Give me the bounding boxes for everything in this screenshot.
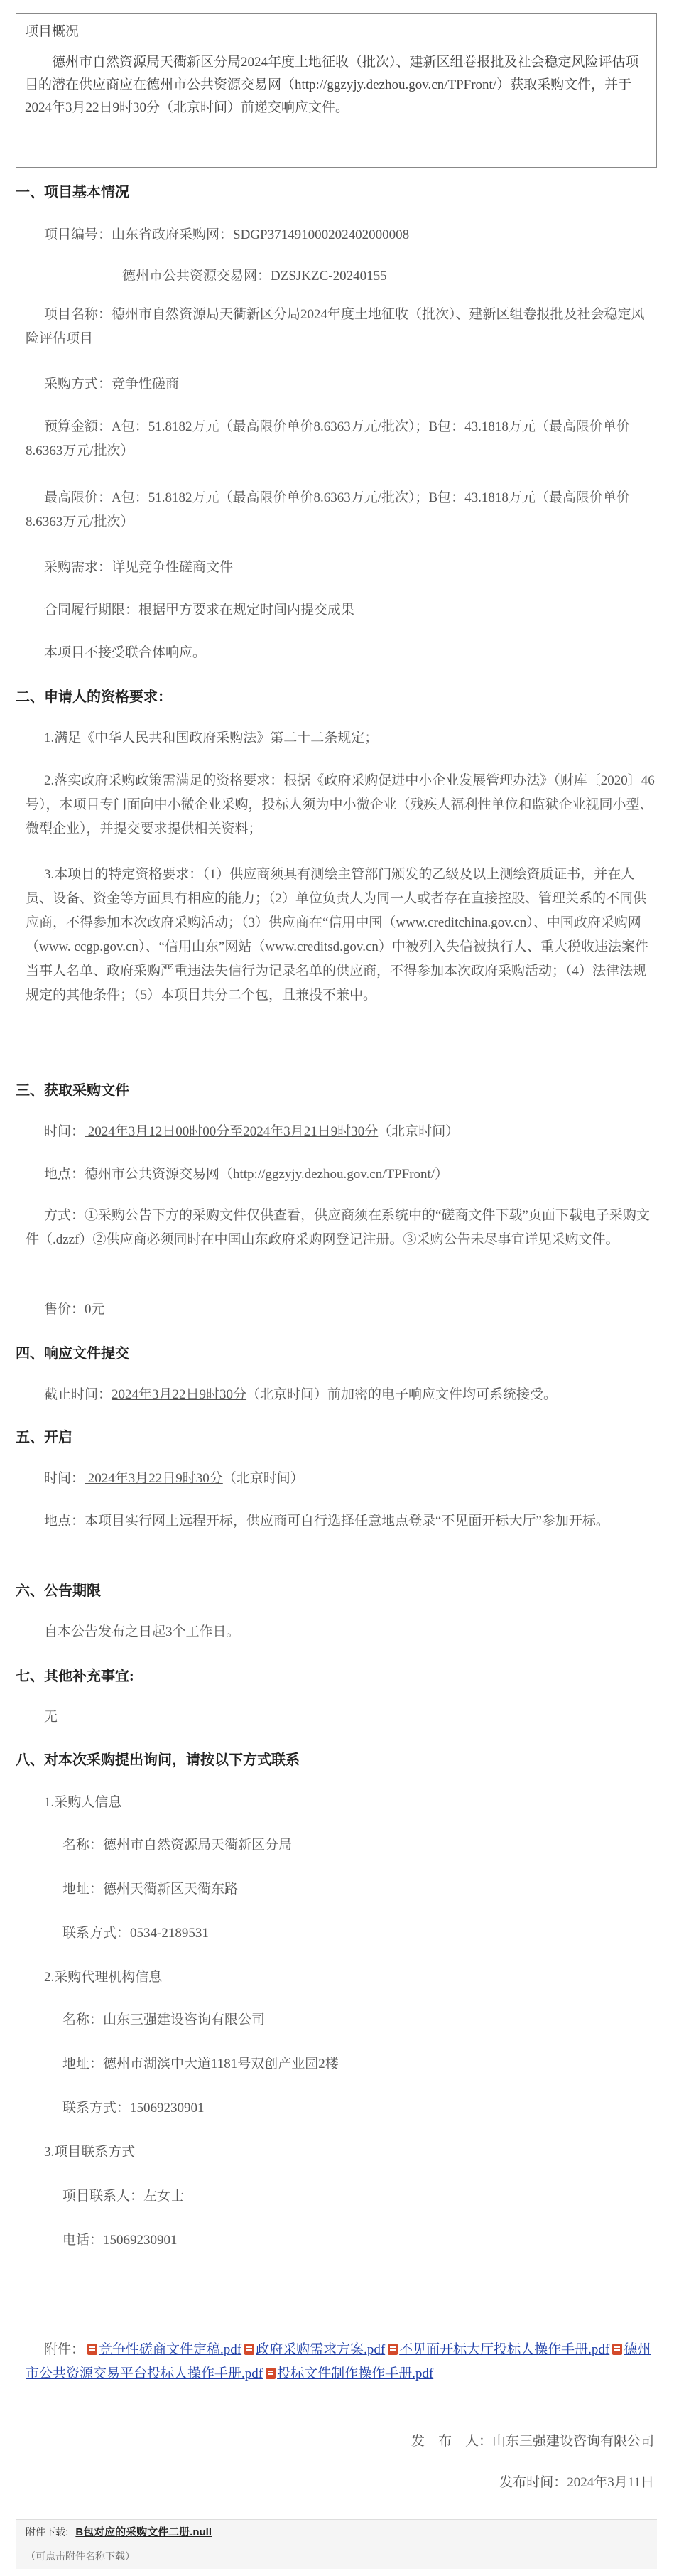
max-price: 最高限价：A包：51.8182万元（最高限价单价8.6363万元/批次）；B包：43.1818万元（最高限价单价8.6363万元/批次） <box>26 490 630 529</box>
acquire-time-label: 时间： <box>44 1124 85 1139</box>
project-name: 项目名称：德州市自然资源局天衢新区分局2024年度土地征收（批次）、建新区组卷报批及社会稳定风险评估项目 <box>26 307 645 346</box>
acquire-way: 方式：①采购公告下方的采购文件仅供查看，供应商须在系统中的“磋商文件下载”页面下载电子采购文件（.dzzf）②供应商必须同时在中国山东政府采购网登记注册。③采购公告未尽事宜详见采购文件。 <box>26 1208 650 1247</box>
acquire-time-value: 2024年3月12日00时00分至2024年3月21日9时30分 <box>85 1124 379 1139</box>
pdf-icon <box>87 2344 97 2355</box>
document-price: 售价：0元 <box>44 1302 105 1317</box>
acquire-place: 地点：德州市公共资源交易网（http://ggzyjy.dezhou.gov.cn/TPFront/） <box>44 1167 449 1182</box>
pdf-icon <box>244 2344 254 2355</box>
consortium-note: 本项目不接受联合体响应。 <box>44 645 207 660</box>
project-overview-box <box>16 13 657 168</box>
supplementary-matters: 无 <box>44 1710 58 1725</box>
buyer-address: 地址：德州天衢新区天衢东路 <box>62 1882 239 1897</box>
pdf-icon <box>266 2368 276 2379</box>
download-hint: （可点击附件名称下载） <box>26 2550 135 2562</box>
download-link[interactable]: B包对应的采购文件二册.null <box>75 2526 212 2538</box>
opening-time-value: 2024年3月22日9时30分 <box>85 1471 223 1486</box>
qualification-item-3: 3.本项目的特定资格要求：（1）供应商须具有测绘主管部门颁发的乙级及以上测绘资质证书，并在人员、设备、资金等方面具有相应的能力；（2）单位负责人为同一人或者存在直接控股、管理关系的不同供应商，不得参加本次政府采购活动；（3）供应商在“信用中国（www.creditchina.gov.cn）、中国政府采购网（www. ccgp.gov.cn）、“信用山东”网站（www.creditsd.gov.cn）中被列入失信被执行人、重大税收违法案件当事人名单、政府采购严重违法失信行为记录名单的供应商，不得参加本次政府采购活动；（4）法律法规规定的其他条件；（5）本项目共分二个包，且兼投不兼中。 <box>26 867 648 1003</box>
budget-amount: 预算金额：A包：51.8182万元（最高限价单价8.6363万元/批次）；B包：43.1818万元（最高限价单价8.6363万元/批次） <box>26 419 630 458</box>
attachments-row <box>26 2338 658 2386</box>
section-1-heading: 一、项目基本情况 <box>16 185 129 200</box>
overview-text: 德州市自然资源局天衢新区分局2024年度土地征收（批次）、建新区组卷报批及社会稳定风险评估项目的潜在供应商应在德州市公共资源交易网（http://ggzyjy.dezhou.gov.cn/TPFront/）获取采购文件，并于 2024年3月22日9时30分（北京时间）前递交响应文件。 <box>25 55 639 115</box>
opening-time <box>44 1467 655 1491</box>
deadline-suffix: （北京时间）前加密的电子响应文件均可系统接受。 <box>246 1387 558 1402</box>
section-7-heading: 七、其他补充事宜: <box>16 1669 134 1684</box>
pdf-icon <box>612 2344 622 2355</box>
opening-time-label: 时间： <box>44 1471 85 1486</box>
opening-place: 地点：本项目实行网上远程开标，供应商可自行选择任意地点登录“不见面开标大厅”参加开标。 <box>44 1514 609 1529</box>
buyer-name: 名称：德州市自然资源局天衢新区分局 <box>62 1838 293 1853</box>
agent-address: 地址：德州市湖滨中大道1181号双创产业园2楼 <box>62 2057 339 2071</box>
buyer-contact: 联系方式：0534-2189531 <box>62 1926 209 1941</box>
procurement-requirements: 采购需求：详见竞争性磋商文件 <box>44 560 234 575</box>
section-8-heading: 八、对本次采购提出询问，请按以下方式联系 <box>16 1752 300 1768</box>
opening-time-suffix: （北京时间） <box>222 1471 304 1486</box>
download-box <box>16 2519 657 2569</box>
section-4-heading: 四、响应文件提交 <box>16 1346 129 1362</box>
acquire-time-suffix: （北京时间） <box>378 1124 460 1139</box>
contract-period: 合同履行期限：根据甲方要求在规定时间内提交成果 <box>44 603 355 618</box>
project-number-2: 德州市公共资源交易网：DZSJKZC-20240155 <box>122 269 387 284</box>
attachment-link[interactable]: 政府采购需求方案.pdf <box>256 2342 386 2357</box>
deadline-value: 2024年3月22日9时30分 <box>112 1387 247 1402</box>
section-3-heading: 三、获取采购文件 <box>16 1083 129 1099</box>
overview-title: 项目概况 <box>25 24 80 39</box>
qualification-item-1: 1.满足《中华人民共和国政府采购法》第二十二条规定； <box>44 731 379 745</box>
section-2-heading: 二、申请人的资格要求： <box>16 689 172 705</box>
pdf-icon <box>388 2344 398 2355</box>
attachment-link[interactable]: 德州市公共资源交易平台投标人操作手册.pdf <box>26 2342 651 2381</box>
attachment-link[interactable]: 不见面开标大厅投标人操作手册.pdf <box>399 2342 610 2357</box>
project-contact-title: 3.项目联系方式 <box>44 2145 136 2160</box>
project-contact-phone: 电话：15069230901 <box>62 2233 178 2248</box>
agent-name: 名称：山东三强建设咨询有限公司 <box>62 2012 266 2027</box>
attachment-link[interactable]: 投标文件制作操作手册.pdf <box>277 2366 434 2381</box>
submission-deadline <box>44 1383 655 1407</box>
announcement-period: 自本公告发布之日起3个工作日。 <box>44 1624 240 1639</box>
deadline-label: 截止时间： <box>44 1387 112 1402</box>
publish-time: 发布时间：2024年3月11日 <box>499 2475 654 2490</box>
publisher: 发 布 人：山东三强建设咨询有限公司 <box>411 2434 654 2449</box>
procurement-method: 采购方式：竞争性磋商 <box>44 377 180 392</box>
section-5-heading: 五、开启 <box>16 1430 72 1445</box>
buyer-info-title: 1.采购人信息 <box>44 1795 122 1810</box>
project-number-1: 项目编号：山东省政府采购网：SDGP371491000202402000008 <box>44 227 410 242</box>
attachment-link[interactable]: 竞争性磋商文件定稿.pdf <box>99 2342 242 2357</box>
agent-info-title: 2.采购代理机构信息 <box>44 1970 163 1985</box>
download-label: 附件下载: <box>26 2526 68 2538</box>
qualification-item-2: 2.落实政府采购政策需满足的资格要求：根据《政府采购促进中小企业发展管理办法》（财库〔2020〕46号），本项目专门面向中小微企业采购，投标人须为中小微企业（残疾人福利性单位和监狱企业视同小型、微型企业），并提交要求提供相关资料； <box>26 773 655 836</box>
project-contact-person: 项目联系人：左女士 <box>62 2189 185 2204</box>
section-6-heading: 六、公告期限 <box>16 1583 101 1599</box>
acquire-time <box>44 1120 655 1144</box>
agent-contact: 联系方式：15069230901 <box>62 2101 205 2116</box>
attachments-label: 附件： <box>44 2342 85 2357</box>
